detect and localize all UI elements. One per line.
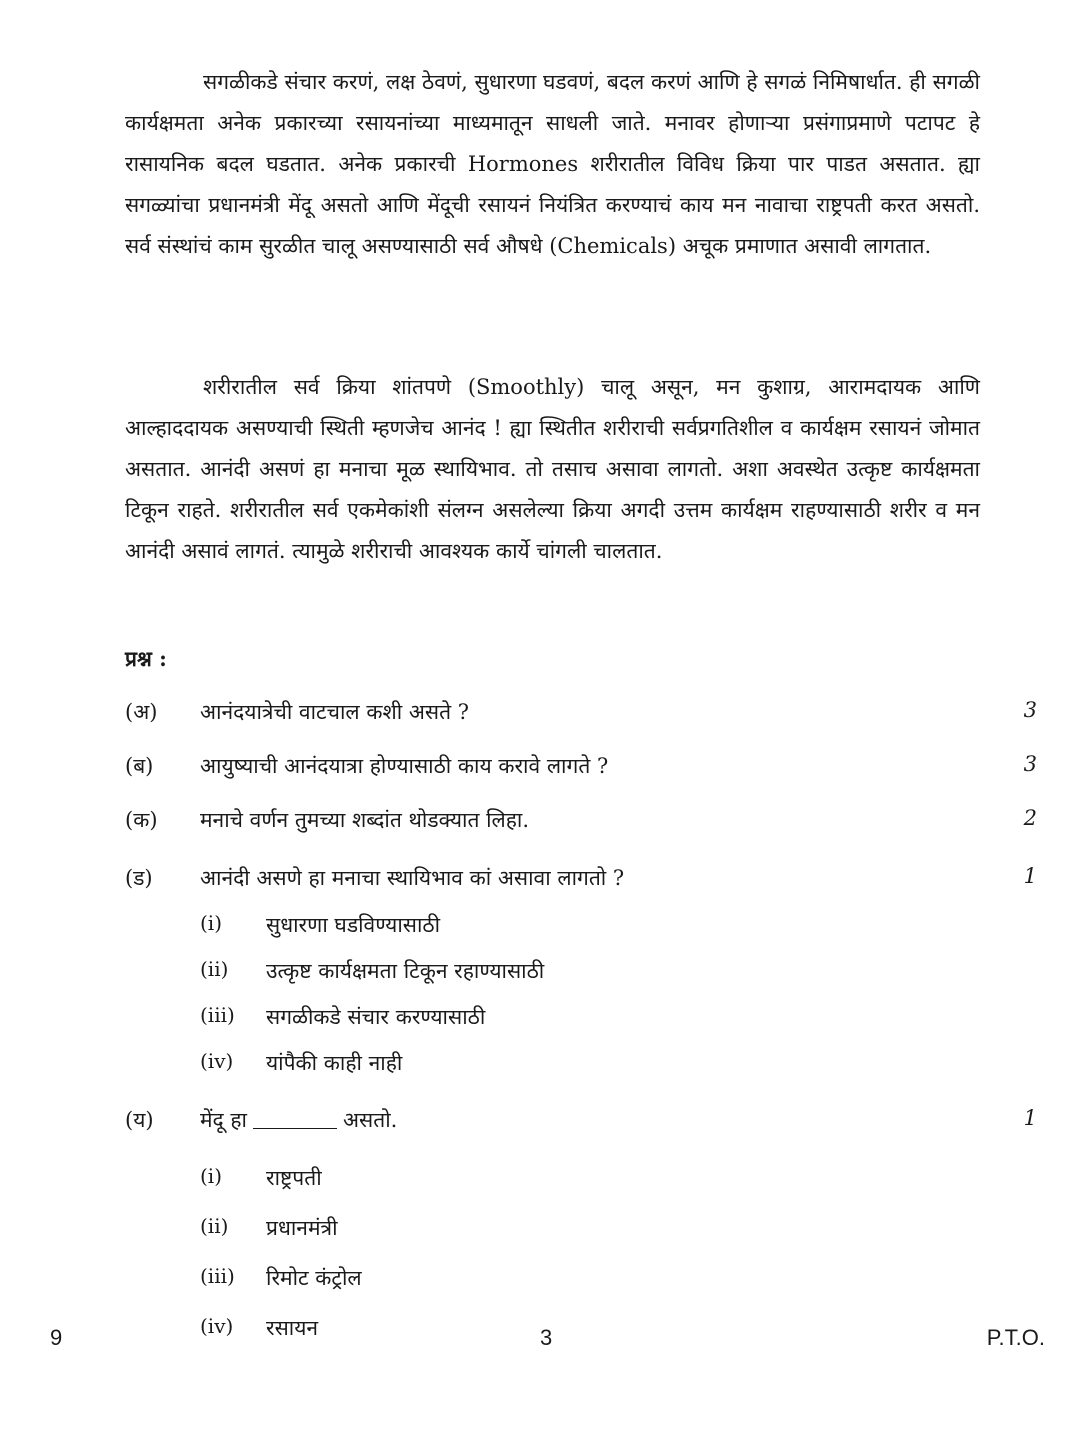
footer-paper-code: 9 (50, 1325, 63, 1350)
option-text: उत्कृष्ट कार्यक्षमता टिकून रहाण्यासाठी (266, 959, 545, 983)
question-d (125, 864, 1037, 900)
fill-in-blank (253, 1128, 337, 1129)
question-label: (क) (125, 808, 158, 832)
option-number: (iv) (200, 1314, 234, 1338)
question-b (125, 752, 1037, 788)
option-text: सुधारणा घडविण्यासाठी (266, 913, 441, 937)
question-text-before: मेंदू हा (200, 1108, 247, 1132)
option-number: (iii) (200, 1264, 235, 1288)
question-label: (अ) (125, 700, 158, 724)
option-number: (i) (200, 1164, 223, 1188)
question-marks: 1 (1023, 1106, 1037, 1130)
option-number: (ii) (200, 1214, 229, 1238)
question-label: (ब) (125, 754, 154, 778)
passage-paragraph-2: शरीरातील सर्व क्रिया शांतपणे (Smoothly) चालू असून, मन कुशाग्र, आरामदायक आणि आल्हाददायक असण्याची स्थिती म्हणजेच आनंद ! ह्या स्थितीत शरीराची सर्वप्रगतिशील व कार्यक्षम रसायनं जोमात असतात. आनंदी असणं हा मनाचा मूळ स्थायिभाव. तो तसाच असावा लागतो. अशा अवस्थेत उत्कृष्ट कार्यक्षमता टिकून राहते. शरीरातील सर्व एकमेकांशी संलग्न असलेल्या क्रिया अगदी उत्तम कार्यक्षम राहण्यासाठी शरीर व मन आनंदी असावं लागतं. त्यामुळे शरीराची आवश्यक कार्ये चांगली चालतात. (125, 375, 980, 563)
question-y (125, 1106, 1037, 1142)
question-text: आनंदी असणे हा मनाचा स्थायिभाव कां असावा लागतो ? (200, 866, 625, 890)
option-text: रिमोट कंट्रोल (266, 1266, 362, 1290)
option-text: प्रधानमंत्री (266, 1216, 338, 1240)
option-text: रसायन (266, 1316, 319, 1340)
footer-pto: P.T.O. (986, 1325, 1045, 1350)
footer-page-number: 3 (540, 1325, 553, 1350)
question-marks: 3 (1023, 698, 1037, 722)
question-text (200, 1106, 397, 1134)
question-text-after: असतो. (342, 1108, 398, 1132)
question-text: आनंदयात्रेची वाटचाल कशी असते ? (200, 700, 469, 724)
question-label: (य) (125, 1108, 154, 1132)
option-number: (iv) (200, 1049, 234, 1073)
question-text: आयुष्याची आनंदयात्रा होण्यासाठी काय करावे लागते ? (200, 754, 609, 778)
question-marks: 2 (1023, 806, 1037, 830)
option-number: (i) (200, 911, 223, 935)
passage-paragraph-1: सगळीकडे संचार करणं, लक्ष ठेवणं, सुधारणा घडवणं, बदल करणं आणि हे सगळं निमिषार्धात. ही सगळी कार्यक्षमता अनेक प्रकारच्या रसायनांच्या माध्यमातून साधली जाते. मनावर होणाऱ्या प्रसंगाप्रमाणे पटापट हे रासायनिक बदल घडतात. अनेक प्रकारची Hormones शरीरातील विविध क्रिया पार पाडत असतात. ह्या सगळ्यांचा प्रधानमंत्री मेंदू असतो आणि मेंदूची रसायनं नियंत्रित करण्याचं काय मन नावाचा राष्ट्रपती करत असतो. सर्व संस्थांचं काम सुरळीत चालू असण्यासाठी सर्व औषधे (Chemicals) अचूक प्रमाणात असावी लागतात. (125, 70, 980, 258)
question-marks: 3 (1023, 752, 1037, 776)
option-number: (iii) (200, 1003, 235, 1027)
option-text: सगळीकडे संचार करण्यासाठी (266, 1005, 486, 1029)
question-text: मनाचे वर्णन तुमच्या शब्दांत थोडक्यात लिहा. (200, 808, 530, 832)
question-marks: 1 (1023, 864, 1037, 888)
question-k (125, 806, 1037, 842)
option-text: राष्ट्रपती (266, 1166, 322, 1190)
question-a (125, 698, 1037, 734)
questions-heading: प्रश्न : (125, 646, 167, 671)
question-label: (ड) (125, 866, 153, 890)
option-number: (ii) (200, 957, 229, 981)
option-text: यांपैकी काही नाही (266, 1051, 403, 1075)
